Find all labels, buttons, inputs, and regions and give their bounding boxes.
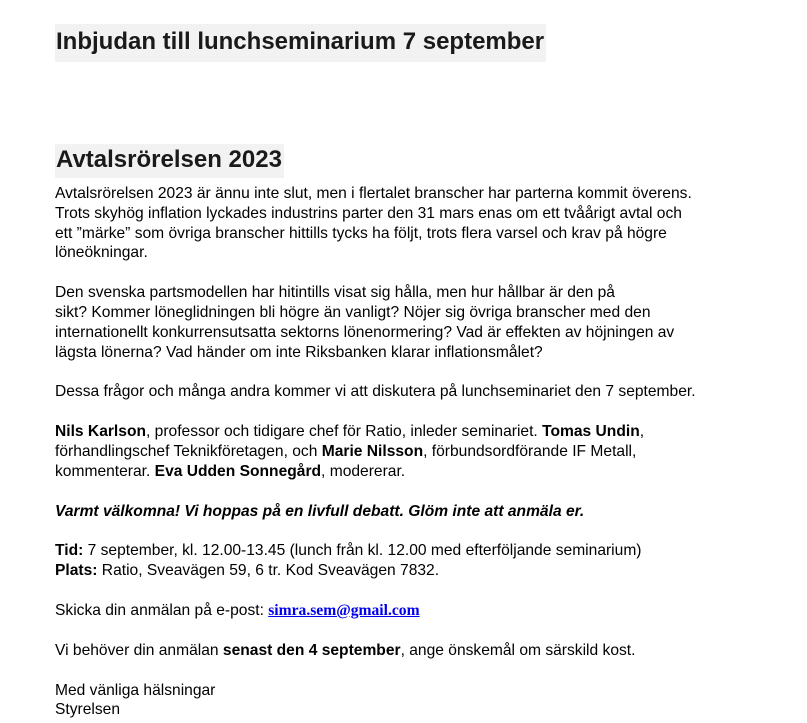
welcome-text: Varmt välkomna! Vi hoppas på en livfull debatt. Glöm inte att anmäla er. <box>55 502 585 520</box>
deadline-text: Vi behöver din anmälan <box>55 641 223 659</box>
intro-line: Avtalsrörelsen 2023 är ännu inte slut, men i flertalet branscher har parterna kommit överens. <box>55 185 692 202</box>
intro-line: löneökningar. <box>55 244 148 262</box>
questions-line: internationellt konkurrensutsatta sektorns lönenormering? Vad är effekten av höjningen av <box>55 323 675 341</box>
deadline-text: , ange önskemål om särskild kost. <box>400 641 636 659</box>
speaker-text: förhandlingschef Teknikföretagen, och <box>55 442 322 460</box>
intro-line: Trots skyhög inflation lyckades industrins parter den 31 mars enas om ett tvåårigt avtal och <box>55 204 682 222</box>
deadline-paragraph <box>55 641 775 661</box>
greeting: Med vänliga hälsningar <box>55 681 216 699</box>
speaker-name: Tomas Undin <box>542 423 640 441</box>
signature: Styrelsen <box>55 701 121 719</box>
speakers-paragraph <box>55 422 775 481</box>
closing-paragraph <box>55 681 775 721</box>
time-label: Tid: <box>55 542 84 560</box>
discuss-paragraph: Dessa frågor och många andra kommer vi att diskutera på lunchseminariet den 7 september. <box>55 383 696 401</box>
questions-line: Den svenska partsmodellen har hitintills visat sig hålla, men hur hållbar är den på <box>55 284 615 302</box>
questions-paragraph <box>55 283 775 362</box>
speaker-text: , <box>639 423 645 441</box>
questions-line: lägsta lönerna? Vad händer om inte Riksbanken klarar inflationsmålet? <box>55 343 543 361</box>
speaker-text: , modererar. <box>321 462 406 480</box>
deadline-date: senast den 4 september <box>222 641 401 659</box>
time-value: 7 september, kl. 12.00-13.45 (lunch från kl. 12.00 med efterföljande seminarium) <box>83 542 642 560</box>
place-value: Ratio, Sveavägen 59, 6 tr. Kod Sveavägen 7832. <box>97 562 440 580</box>
event-details <box>55 541 775 581</box>
speaker-text: , professor och tidigare chef för Ratio, inleder seminariet. <box>146 423 543 441</box>
email-paragraph <box>55 601 775 621</box>
intro-line: ett ”märke” som övriga branscher hittills tycks ha följt, trots flera varsel och krav på högre <box>55 224 667 242</box>
speaker-text: , förbundsordförande IF Metall, <box>423 442 637 460</box>
speaker-name: Marie Nilsson <box>321 442 424 460</box>
welcome-paragraph <box>55 502 775 522</box>
page-title: Inbjudan till lunchseminarium 7 september <box>55 24 546 62</box>
place-label: Plats: <box>55 562 98 580</box>
speaker-name: Eva Udden Sonnegård <box>154 462 322 480</box>
speaker-text: kommenterar. <box>55 462 155 480</box>
intro-paragraph <box>55 184 775 263</box>
document-body <box>55 24 775 720</box>
speaker-name: Nils Karlson <box>55 423 146 441</box>
email-prefix: Skicka din anmälan på e-post: <box>55 601 269 619</box>
email-link[interactable]: simra.sem@gmail.com <box>268 601 420 619</box>
section-heading: Avtalsrörelsen 2023 <box>55 144 284 178</box>
questions-line: sikt? Kommer löneglidningen bli högre än vanligt? Nöjer sig övriga branscher med den <box>55 303 651 321</box>
